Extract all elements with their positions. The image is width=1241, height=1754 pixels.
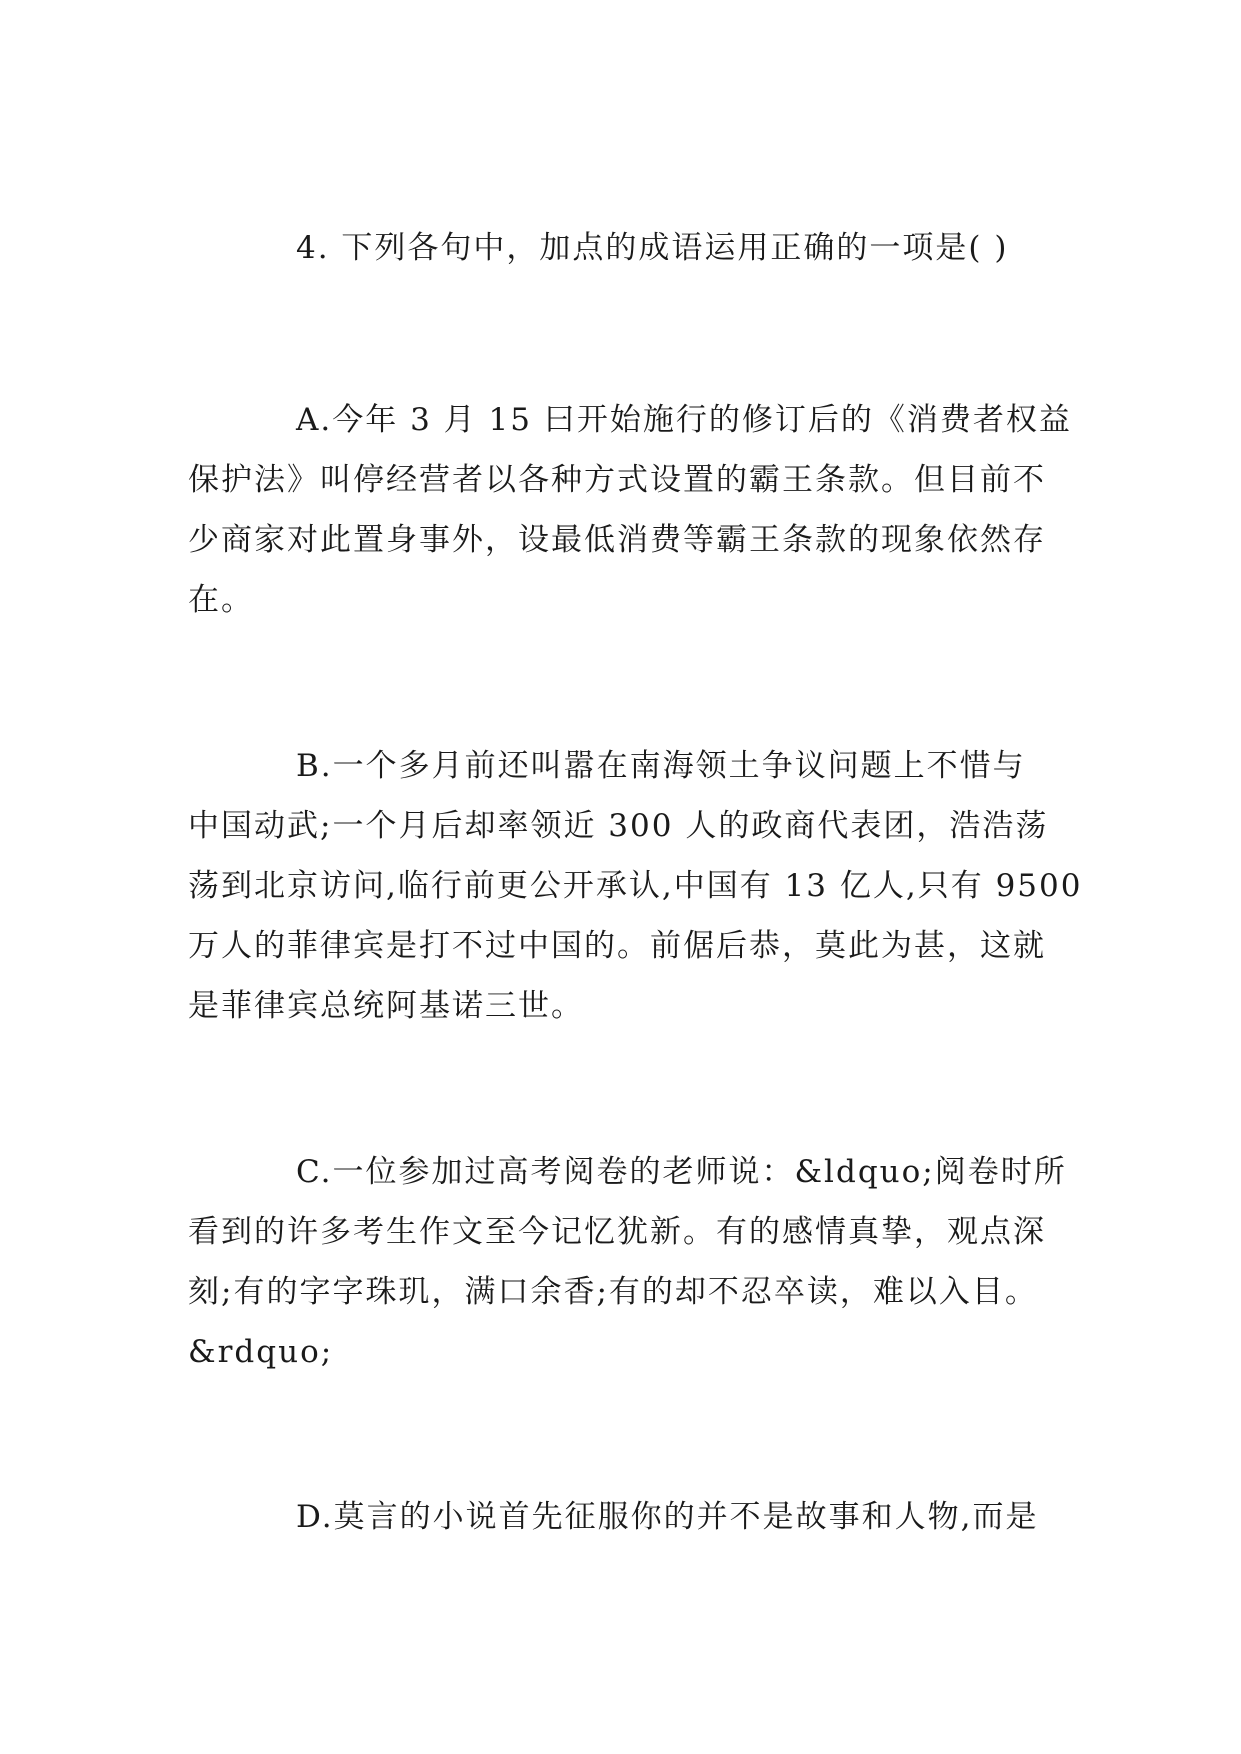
option-c xyxy=(188,1142,1067,1382)
option-c-line: 刻;有的字字珠玑，满口余香;有的却不忍卒读，难以入目。 xyxy=(188,1274,1038,1310)
option-d xyxy=(188,1487,1048,1547)
option-c-line: 看到的许多考生作文至今记忆犹新。有的感情真挚，观点深 xyxy=(188,1214,1046,1250)
option-a-line: 保护法》叫停经营者以各种方式设置的霸王条款。但目前不 xyxy=(188,462,1046,498)
question-stem xyxy=(188,218,1048,278)
option-b-line: 中国动武;一个月后却率领近 300 人的政商代表团，浩浩荡 xyxy=(188,808,1049,844)
option-b xyxy=(188,736,1083,1036)
option-c-line: &rdquo; xyxy=(188,1334,334,1370)
option-d-line: D.莫言的小说首先征服你的并不是故事和人物,而是 xyxy=(296,1499,1039,1535)
option-a-line: A.今年 3 月 15 曰开始施行的修订后的《消费者权益 xyxy=(296,402,1072,438)
option-b-line: B.一个多月前还叫嚣在南海领土争议问题上不惜与 xyxy=(296,748,1026,784)
option-a xyxy=(188,390,1072,630)
option-b-line: 万人的菲律宾是打不过中国的。前倨后恭，莫此为甚，这就 xyxy=(188,928,1046,964)
option-b-line: 是菲律宾总统阿基诺三世。 xyxy=(188,988,584,1024)
option-c-line: C.一位参加过高考阅卷的老师说：&ldquo;阅卷时所 xyxy=(296,1154,1067,1190)
option-a-line: 少商家对此置身事外，设最低消费等霸王条款的现象依然存 xyxy=(188,522,1046,558)
option-b-line: 荡到北京访问,临行前更公开承认,中国有 13 亿人,只有 9500 xyxy=(188,868,1083,904)
question-line: 4. 下列各句中，加点的成语运用正确的一项是( ) xyxy=(296,230,1009,266)
option-a-line: 在。 xyxy=(188,582,254,618)
